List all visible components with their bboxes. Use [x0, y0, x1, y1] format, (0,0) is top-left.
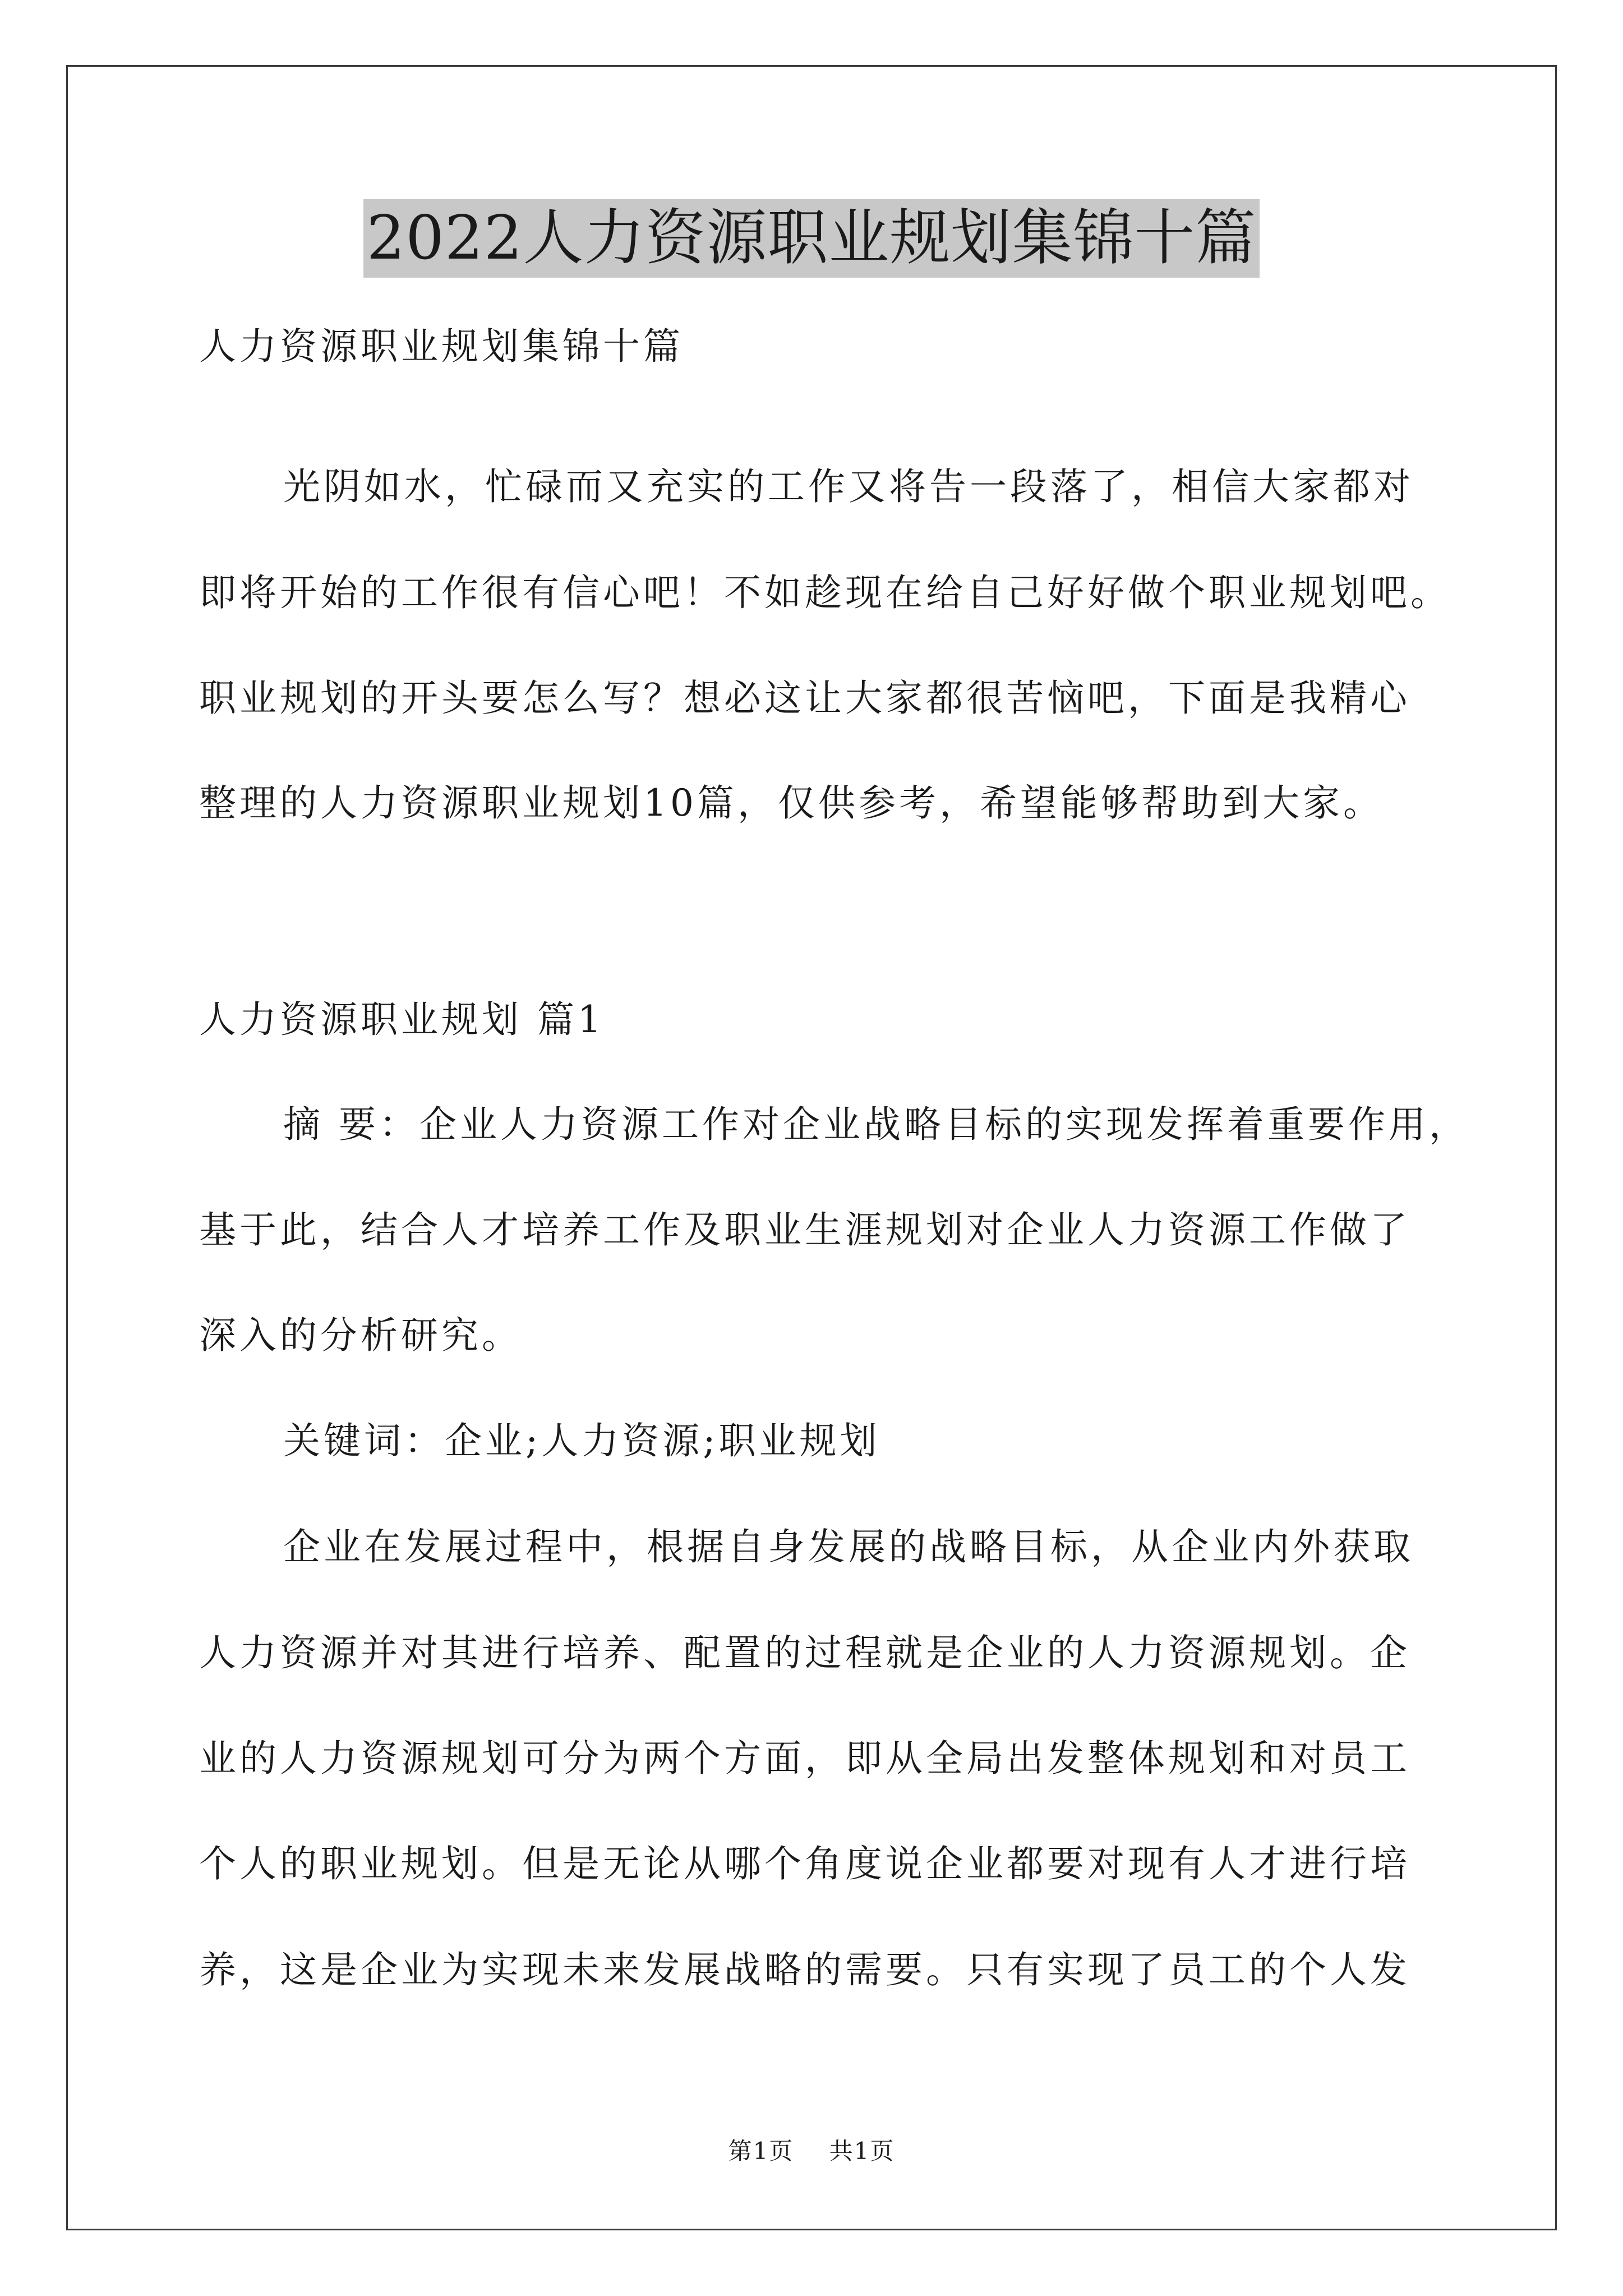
intro-line-1: 光阴如水，忙碌而又充实的工作又将告一段落了，相信大家都对: [283, 465, 1414, 508]
abstract-line-1: 摘 要：企业人力资源工作对企业战略目标的实现发挥着重要作用，: [283, 1103, 1469, 1146]
body-line-1: 企业在发展过程中，根据自身发展的战略目标，从企业内外获取: [283, 1525, 1414, 1568]
page-number-total: 共1页: [829, 2137, 895, 2165]
section-heading: 人力资源职业规划 篇1: [199, 998, 605, 1041]
document-title: 2022人力资源职业规划集锦十篇: [363, 199, 1260, 278]
body-line-4: 个人的职业规划。但是无论从哪个角度说企业都要对现有人才进行培: [199, 1842, 1410, 1885]
title-container: [0, 199, 1623, 278]
page-footer: [0, 2134, 1623, 2168]
subtitle-line: 人力资源职业规划集锦十篇: [199, 325, 684, 368]
body-line-5: 养，这是企业为实现未来发展战略的需要。只有实现了员工的个人发: [199, 1948, 1410, 1991]
abstract-line-3: 深入的分析研究。: [199, 1314, 522, 1357]
intro-line-3: 职业规划的开头要怎么写？想必这让大家都很苦恼吧，下面是我精心: [199, 677, 1410, 720]
intro-line-4: 整理的人力资源职业规划10篇，仅供参考，希望能够帮助到大家。: [199, 781, 1384, 825]
page-number-current: 第1页: [728, 2137, 794, 2165]
body-line-3: 业的人力资源规划可分为两个方面，即从全局出发整体规划和对员工: [199, 1737, 1410, 1780]
keywords-line: 关键词：企业;人力资源;职业规划: [283, 1419, 880, 1462]
abstract-line-2: 基于此，结合人才培养工作及职业生涯规划对企业人力资源工作做了: [199, 1208, 1410, 1251]
intro-line-2: 即将开始的工作很有信心吧！不如趁现在给自己好好做个职业规划吧。: [199, 571, 1451, 614]
body-line-2: 人力资源并对其进行培养、配置的过程就是企业的人力资源规划。企: [199, 1631, 1410, 1674]
